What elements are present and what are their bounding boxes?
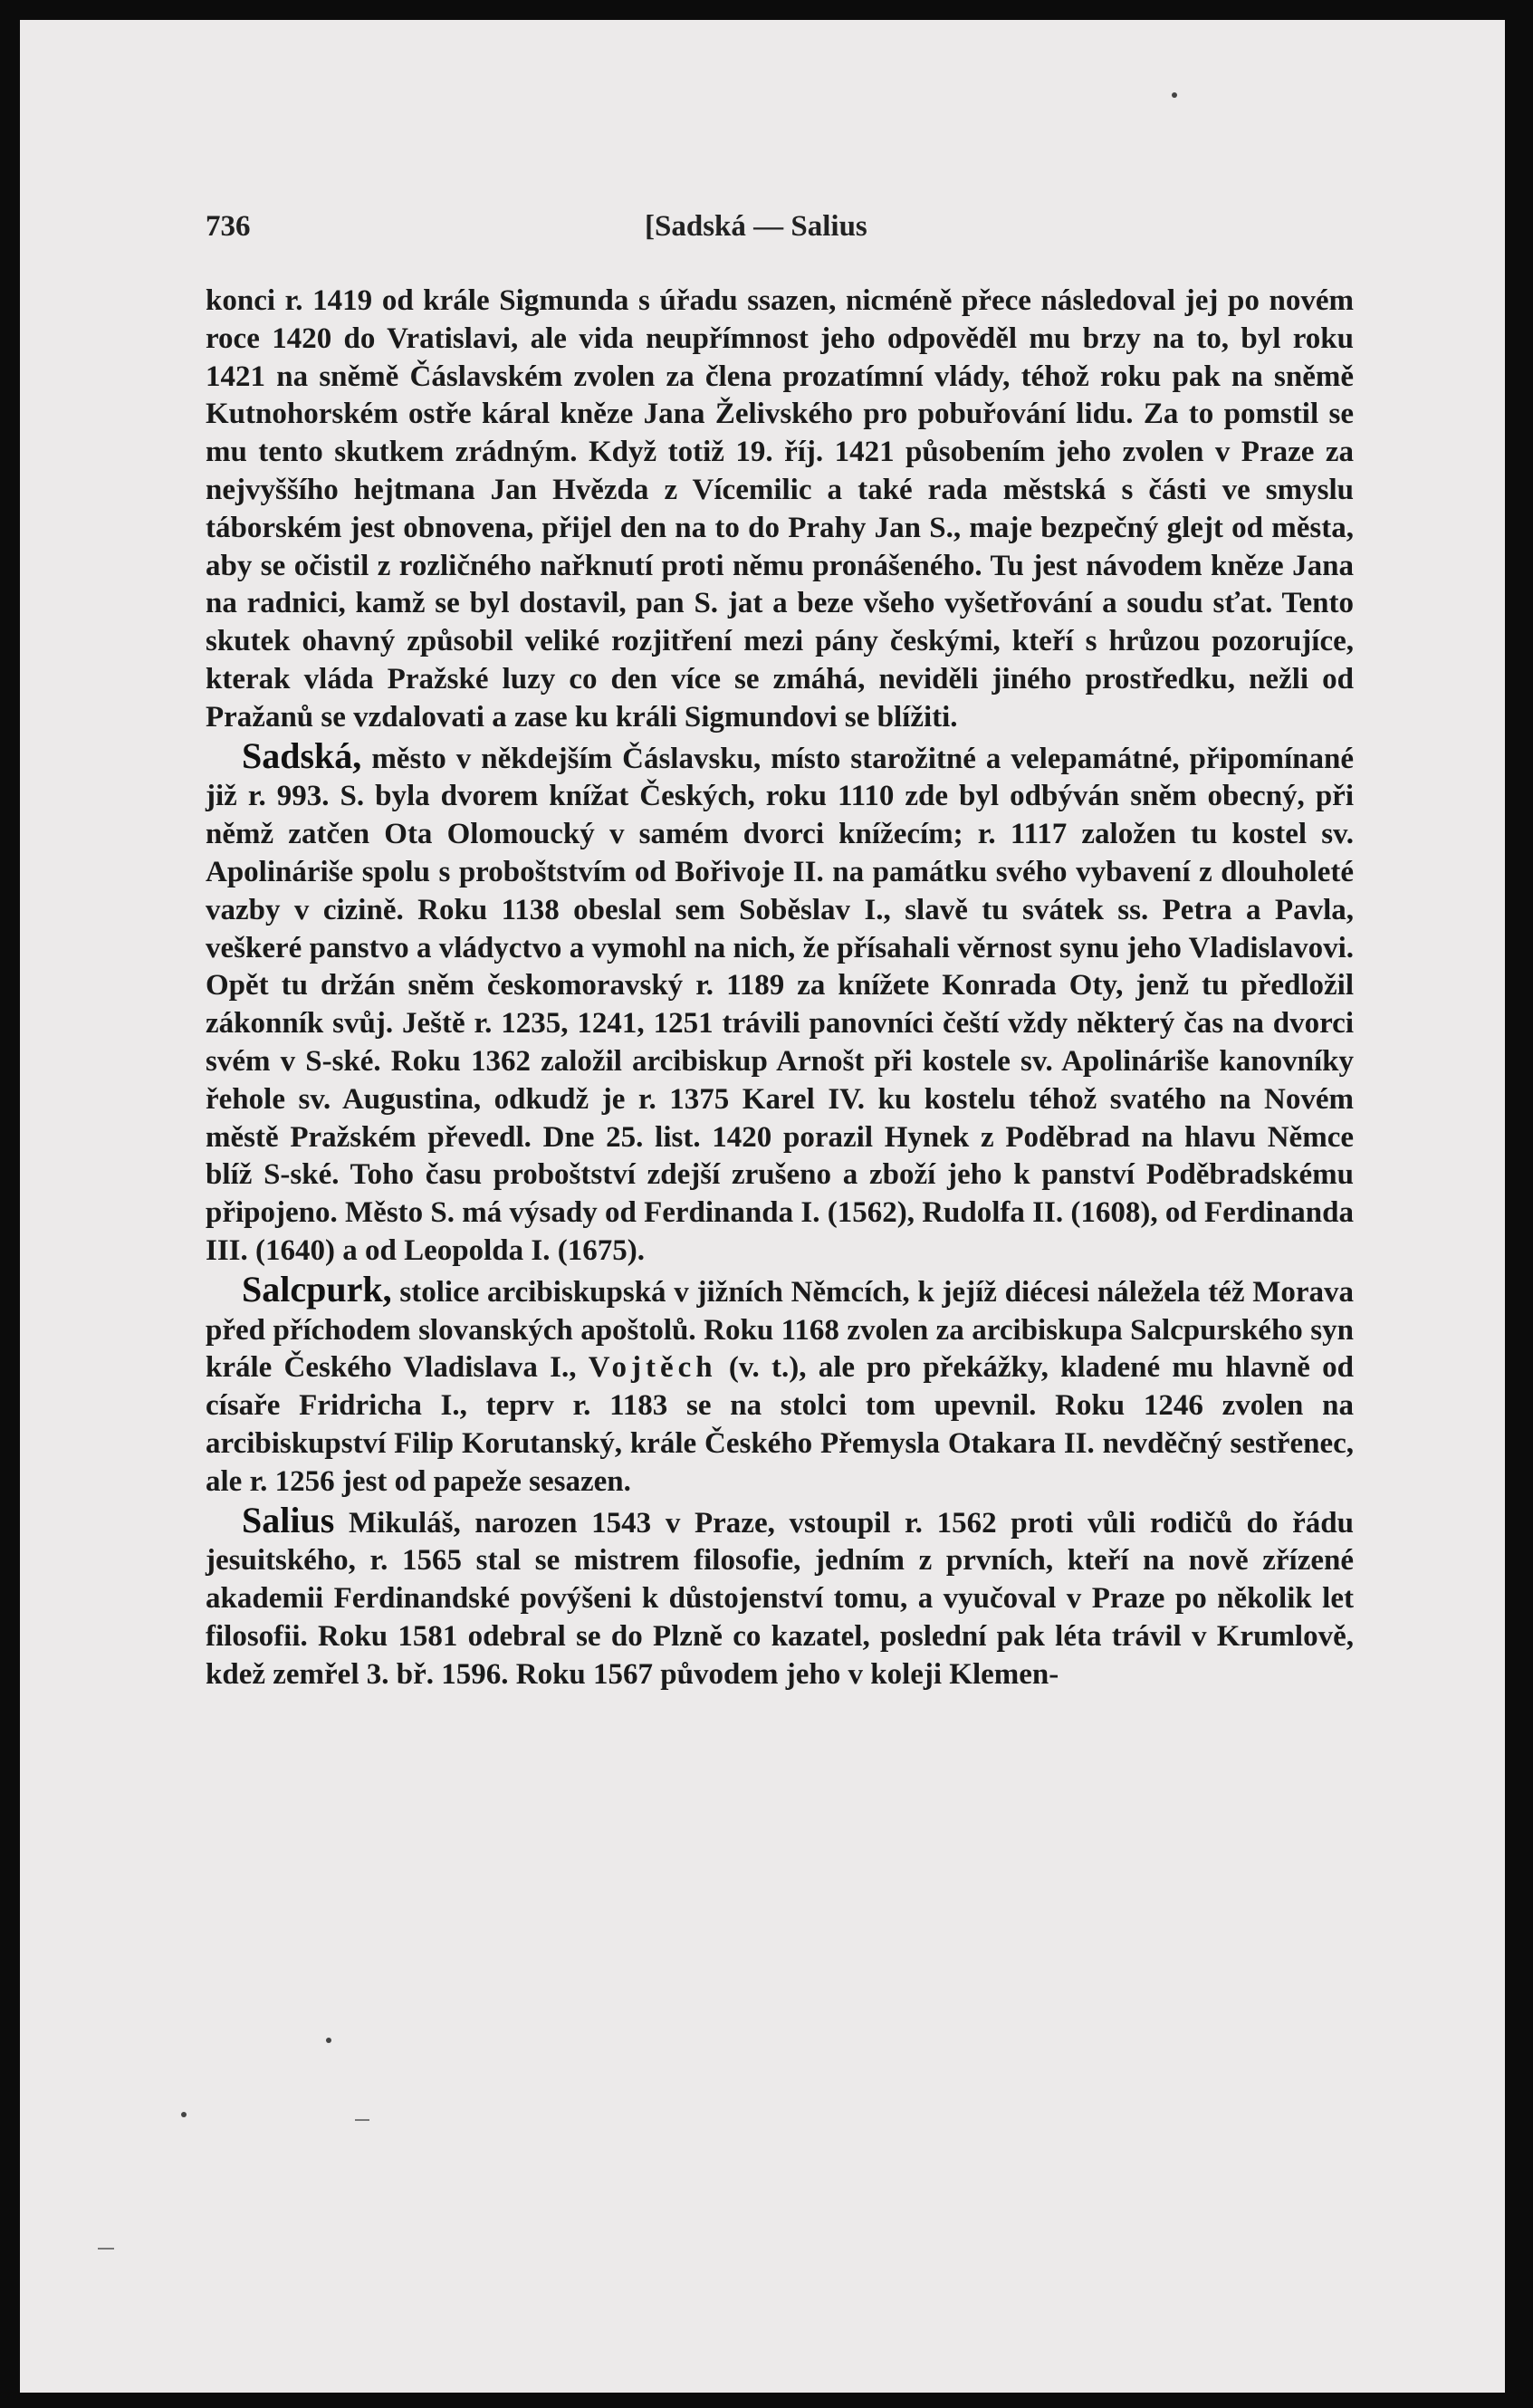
- scan-speck: [1172, 92, 1177, 98]
- entry-sadska: [206, 734, 1355, 1271]
- spaced-name: Vojtěch: [588, 1351, 717, 1385]
- headword: Sadská,: [242, 734, 362, 776]
- entry-salcpurk: [206, 1268, 1355, 1501]
- entry-text: konci r. 1419 od krále Sigmunda s úřadu ssazen, nicméně přece následoval jej po novém roce 1420 do Vratislavi, ale vida neupřímnost jeho odpověděl mu brzy na to, byl roku 1421 na sněmě Čáslavském zvolen za člena prozatímní vlády, téhož roku pak na sněmě Kutnohorském ostře káral kněze Jana Želivského pro pobuřování lidu. Za to pomstil se mu tento skutkem zrádným. Když totiž 19. říj. 1421 působením jeho zvolen v Praze za nejvyššího hejtmana Jan Hvězda z Vícemilic a také rada městská s části ve smyslu táborském jest obnovena, přijel den na to do Prahy Jan S., maje bezpečný glejt od města, aby se očistil z rozličného nařknutí proti němu pronášeného. Tu jest návodem kněze Jana na radnici, kamž se byl dostavil, pan S. jat a beze všeho vyšetřování a soudu sťat. Tento skutek ohavný způsobil veliké rozjitření mezi pány českými, kteří s hrůzou pozorujíce, kterak vláda Pražské luzy co den více se zmáhá, neviděli jiného prostředku, nežli od Pražanů se vzdalovati a zase ku králi Sigmundovi se blížiti.: [206, 284, 1354, 734]
- scan-mark: [98, 2248, 114, 2250]
- scan-mark: [355, 2119, 369, 2121]
- book-page: [20, 20, 1505, 2393]
- entry-salius: [206, 1501, 1354, 1694]
- scan-speck: [326, 2038, 331, 2043]
- entry-text: město v někdejším Čáslavsku, místo starožitné a velepamátné, připomínané již r. 993. S. byla dvorem knížat Českých, roku 1110 zde byl odbýván sněm obecný, při němž zatčen Ota Olomoucký v samém dvorci knížecím; r. 1117 založen tu kostel sv. Apolináriše spolu s proboštstvím od Bořivoje II. na památku svého vybavení z dlouholeté vazby v cizině. Roku 1138 obeslal sem Soběslav I., slavě tu svátek ss. Petra a Pavla, veškeré panstvo a vládyctvo a vymohl na nich, že přísahali věrnost synu jeho Vladislavovi. Opět tu držán sněm českomoravský r. 1189 za knížete Konrada Oty, jenž tu předložil zákonník svůj. Ještě r. 1235, 1241, 1251 trávili panovníci čeští vždy některý čas na dvorci svém v S-ské. Roku 1362 založil arcibiskup Arnošt při kostele sv. Apolináriše kanovníky řehole sv. Augustina, odkudž je r. 1375 Karel IV. ku kostelu téhož svatého na Novém městě Pražském převedl. Dne 25. list. 1420 porazil Hynek z Poděbrad na hlavu Němce blíž S-ské. Toho času proboštství zdejší zrušeno a zboží jeho k panství Poděbradskému připojeno. Město S. má výsady od Ferdinanda I. (1562), Rudolfa II. (1608), od Ferdinanda III. (1640) a od Leopolda I. (1675).: [206, 742, 1355, 1267]
- entry-text: Mikuláš, narozen 1543 v Praze, vstoupil r. 1562 proti vůli rodičů do řádu jesuitského, r. 1565 stal se mistrem filosofie, jedním z prvních, kteří na nově zřízené akademii Ferdinandské povýšeni k důstojenství tomu, a vyučoval v Praze po několik let filosofii. Roku 1581 odebral se do Plzně co kazatel, poslední pak léta trávil v Krumlově, kdež zemřel 3. bř. 1596. Roku 1567 původem jeho v koleji Klemen-: [206, 1506, 1354, 1691]
- running-head: [Sadská — Salius: [645, 210, 867, 243]
- scan-speck: [181, 2112, 187, 2117]
- headword: Salcpurk,: [242, 1268, 392, 1310]
- body-text: [206, 283, 1354, 1693]
- headword: Salius: [242, 1499, 335, 1540]
- entry-text: (v. t.), ale pro překážky, kladené mu hlavně od císaře Fridricha I., teprv r. 1183 se na stolci tom upevnil. Roku 1246 zvolen na arcibiskupství Filip Korutanský, krále Českého Přemysla Otakara II. nevděčný sestřenec, ale r. 1256 jest od papeže sesazen.: [206, 1351, 1354, 1498]
- entry-continuation: [206, 283, 1354, 737]
- entry-text: stolice arcibiskupská v jižních Němcích, k jejíž diécesi náležela též Morava před příchodem slovanských apoštolů. Roku 1168 zvolen za arcibiskupa Salcpurského syn krále Českého Vladislava I.,: [206, 1275, 1355, 1385]
- page-number: 736: [206, 210, 251, 243]
- page-header: [206, 210, 1356, 255]
